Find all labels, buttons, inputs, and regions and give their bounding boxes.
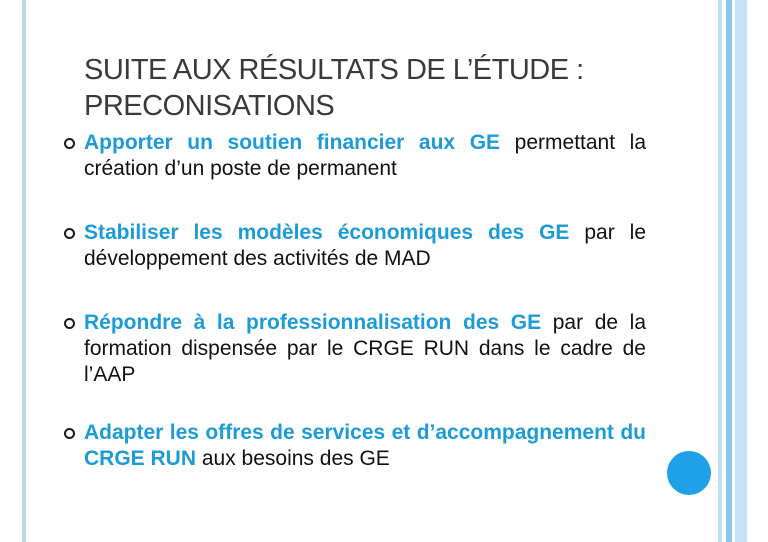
circle-bullet-icon bbox=[64, 228, 75, 239]
bullet-item bbox=[64, 220, 646, 272]
bullet-item bbox=[64, 130, 646, 182]
title-line-2: PRECONISATIONS bbox=[84, 90, 335, 122]
bullet-item bbox=[64, 420, 646, 472]
bullet-text: par de la formation dispensée par le CRGE RUN dans le cadre de l’AAP bbox=[84, 311, 646, 386]
bullet-highlight: Apporter un soutien financier aux GE bbox=[84, 131, 501, 154]
bullet-text: par le développement des activités de MAD bbox=[84, 221, 646, 270]
bullet-highlight: Répondre à la professionnalisation des GE bbox=[84, 311, 542, 334]
decorative-dot-icon bbox=[667, 451, 711, 495]
bullet-list bbox=[64, 130, 646, 510]
circle-bullet-icon bbox=[64, 138, 75, 149]
title-line-1: SUITE AUX RÉSULTATS DE L’ÉTUDE : bbox=[84, 54, 584, 86]
bullet-text: aux besoins des GE bbox=[196, 447, 390, 470]
right-stripes bbox=[718, 0, 768, 542]
bullet-item bbox=[64, 310, 646, 388]
circle-bullet-icon bbox=[64, 428, 75, 439]
stripe bbox=[735, 0, 747, 542]
slide-title bbox=[84, 52, 644, 124]
bullet-highlight: Stabiliser les modèles économiques des GE bbox=[84, 221, 570, 244]
stripe bbox=[747, 0, 768, 542]
circle-bullet-icon bbox=[64, 318, 75, 329]
bullet-text: permettant la création d’un poste de permanent bbox=[84, 131, 646, 180]
left-border bbox=[22, 0, 26, 542]
bullet-highlight: Adapter les offres de services et d’accompagnement du CRGE RUN bbox=[84, 421, 646, 470]
